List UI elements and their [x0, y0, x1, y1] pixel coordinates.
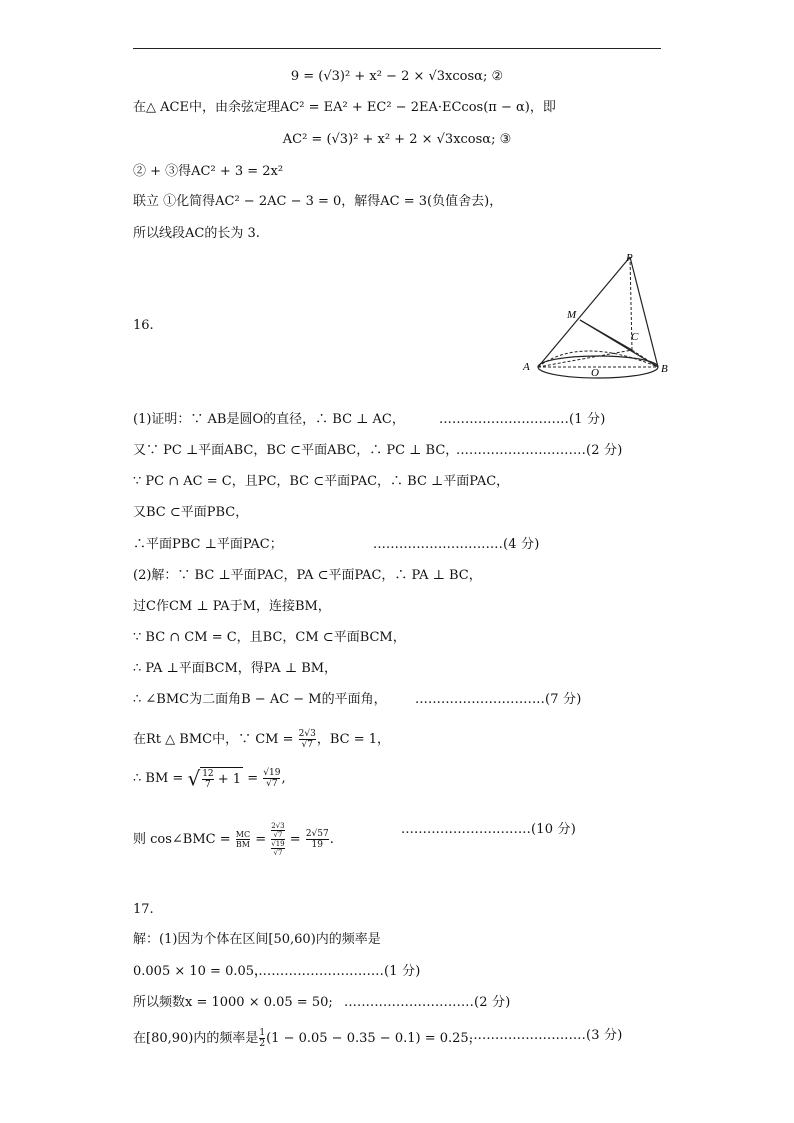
score-marker: ..............................(1 分)	[439, 412, 606, 427]
edge-PA	[538, 257, 630, 367]
label-O: O	[591, 367, 599, 379]
score-marker: ..............................(1 分)	[254, 964, 421, 979]
geometry-figure	[520, 250, 680, 380]
score-marker: ..............................(2 分)	[344, 995, 511, 1010]
frac-den: √7	[299, 739, 316, 750]
label-A: A	[523, 361, 530, 373]
score-marker: ..............................(7 分)	[415, 692, 582, 707]
equation-2: 9 = (√3)² + x² − 2 × √3xcosα; ②	[290, 69, 504, 84]
proof-line: 过C作CM ⊥ PA于M，连接BM，	[133, 599, 331, 614]
text-line: 在△ ACE中，由余弦定理AC² = EA² + EC² − 2EA·ECcos(π − α)，即	[133, 100, 556, 115]
text-line: ② + ③得AC² + 3 = 2x²	[133, 164, 284, 179]
proof-line: 又BC ⊂平面PBC，	[133, 505, 249, 520]
question-number-16: 16.	[133, 318, 154, 333]
equation-3: AC² = (√3)² + x² + 2 × √3xcosα; ③	[282, 132, 512, 147]
proof-line: (2)解：∵ BC ⊥平面PAC，PA ⊂平面PAC，∴ PA ⊥ BC，	[133, 568, 482, 583]
proof-line: ∵ PC ∩ AC = C，且PC，BC ⊂平面PAC，∴ BC ⊥平面PAC，	[133, 474, 510, 489]
label-M: M	[567, 309, 577, 321]
proof-line: ∴平面PBC ⊥平面PAC；	[133, 537, 283, 552]
proof-line: ∴ ∠BMC为二面角B − AC − M的平面角，	[133, 692, 387, 707]
solution-line: 解：(1)因为个体在区间[50,60)内的频率是	[133, 932, 381, 947]
proof-line-cm: 在Rt △ BMC中，∵ CM = $\frac{2√3}{√7}$ ，BC = 1，	[133, 729, 390, 750]
proof-line: ∴ PA ⊥平面BCM，得PA ⊥ BM，	[133, 661, 338, 676]
edge-PB	[630, 257, 658, 367]
text-line: 所以线段AC的长为 3.	[133, 226, 260, 241]
text-line: 联立 ①化简得AC² − 2AC − 3 = 0，解得AC = 3(负值舍去)，	[133, 194, 503, 209]
score-marker: ..............................(10 分)	[401, 822, 576, 837]
label-C: C	[631, 331, 639, 343]
edge-MB	[580, 320, 658, 367]
proof-line-bm: ∴ BM = √ $\frac{12}{7}$ + 1 = $\frac{√19}{√7}$ ,	[133, 766, 286, 791]
proof-line-cos: 则 cos∠BMC = $\frac{MC}{BM}$ = 2√3 √7 √19 √7 = $\frac{2√57}{19}$ .	[133, 822, 334, 857]
score-marker: ..............................(4 分)	[373, 537, 540, 552]
question-number-17: 17.	[133, 902, 154, 917]
label-P: P	[626, 252, 633, 264]
solution-line: 0.005 × 10 = 0.05，	[133, 964, 268, 979]
proof-line: 又∵ PC ⊥平面ABC，BC ⊂平面ABC，∴ PC ⊥ BC，	[133, 443, 459, 458]
proof-line: (1)证明：∵ AB是圆O的直径，∴ BC ⊥ AC，	[133, 412, 405, 427]
score-marker: ...........................(3 分)	[469, 1028, 623, 1043]
solution-line: 所以频数x = 1000 × 0.05 = 50;	[133, 995, 333, 1010]
score-marker: ..............................(2 分)	[456, 443, 623, 458]
frac-num: 2√3	[298, 729, 316, 739]
proof-line: ∵ BC ∩ CM = C，且BC，CM ⊂平面BCM，	[133, 630, 406, 645]
solution-line-freq: 在[80,90)内的频率是 $\frac{1}{2}$ (1 − 0.05 − 0.35 − 0.1) = 0.25，	[133, 1028, 482, 1049]
label-B: B	[661, 363, 668, 375]
header-rule	[133, 48, 661, 49]
